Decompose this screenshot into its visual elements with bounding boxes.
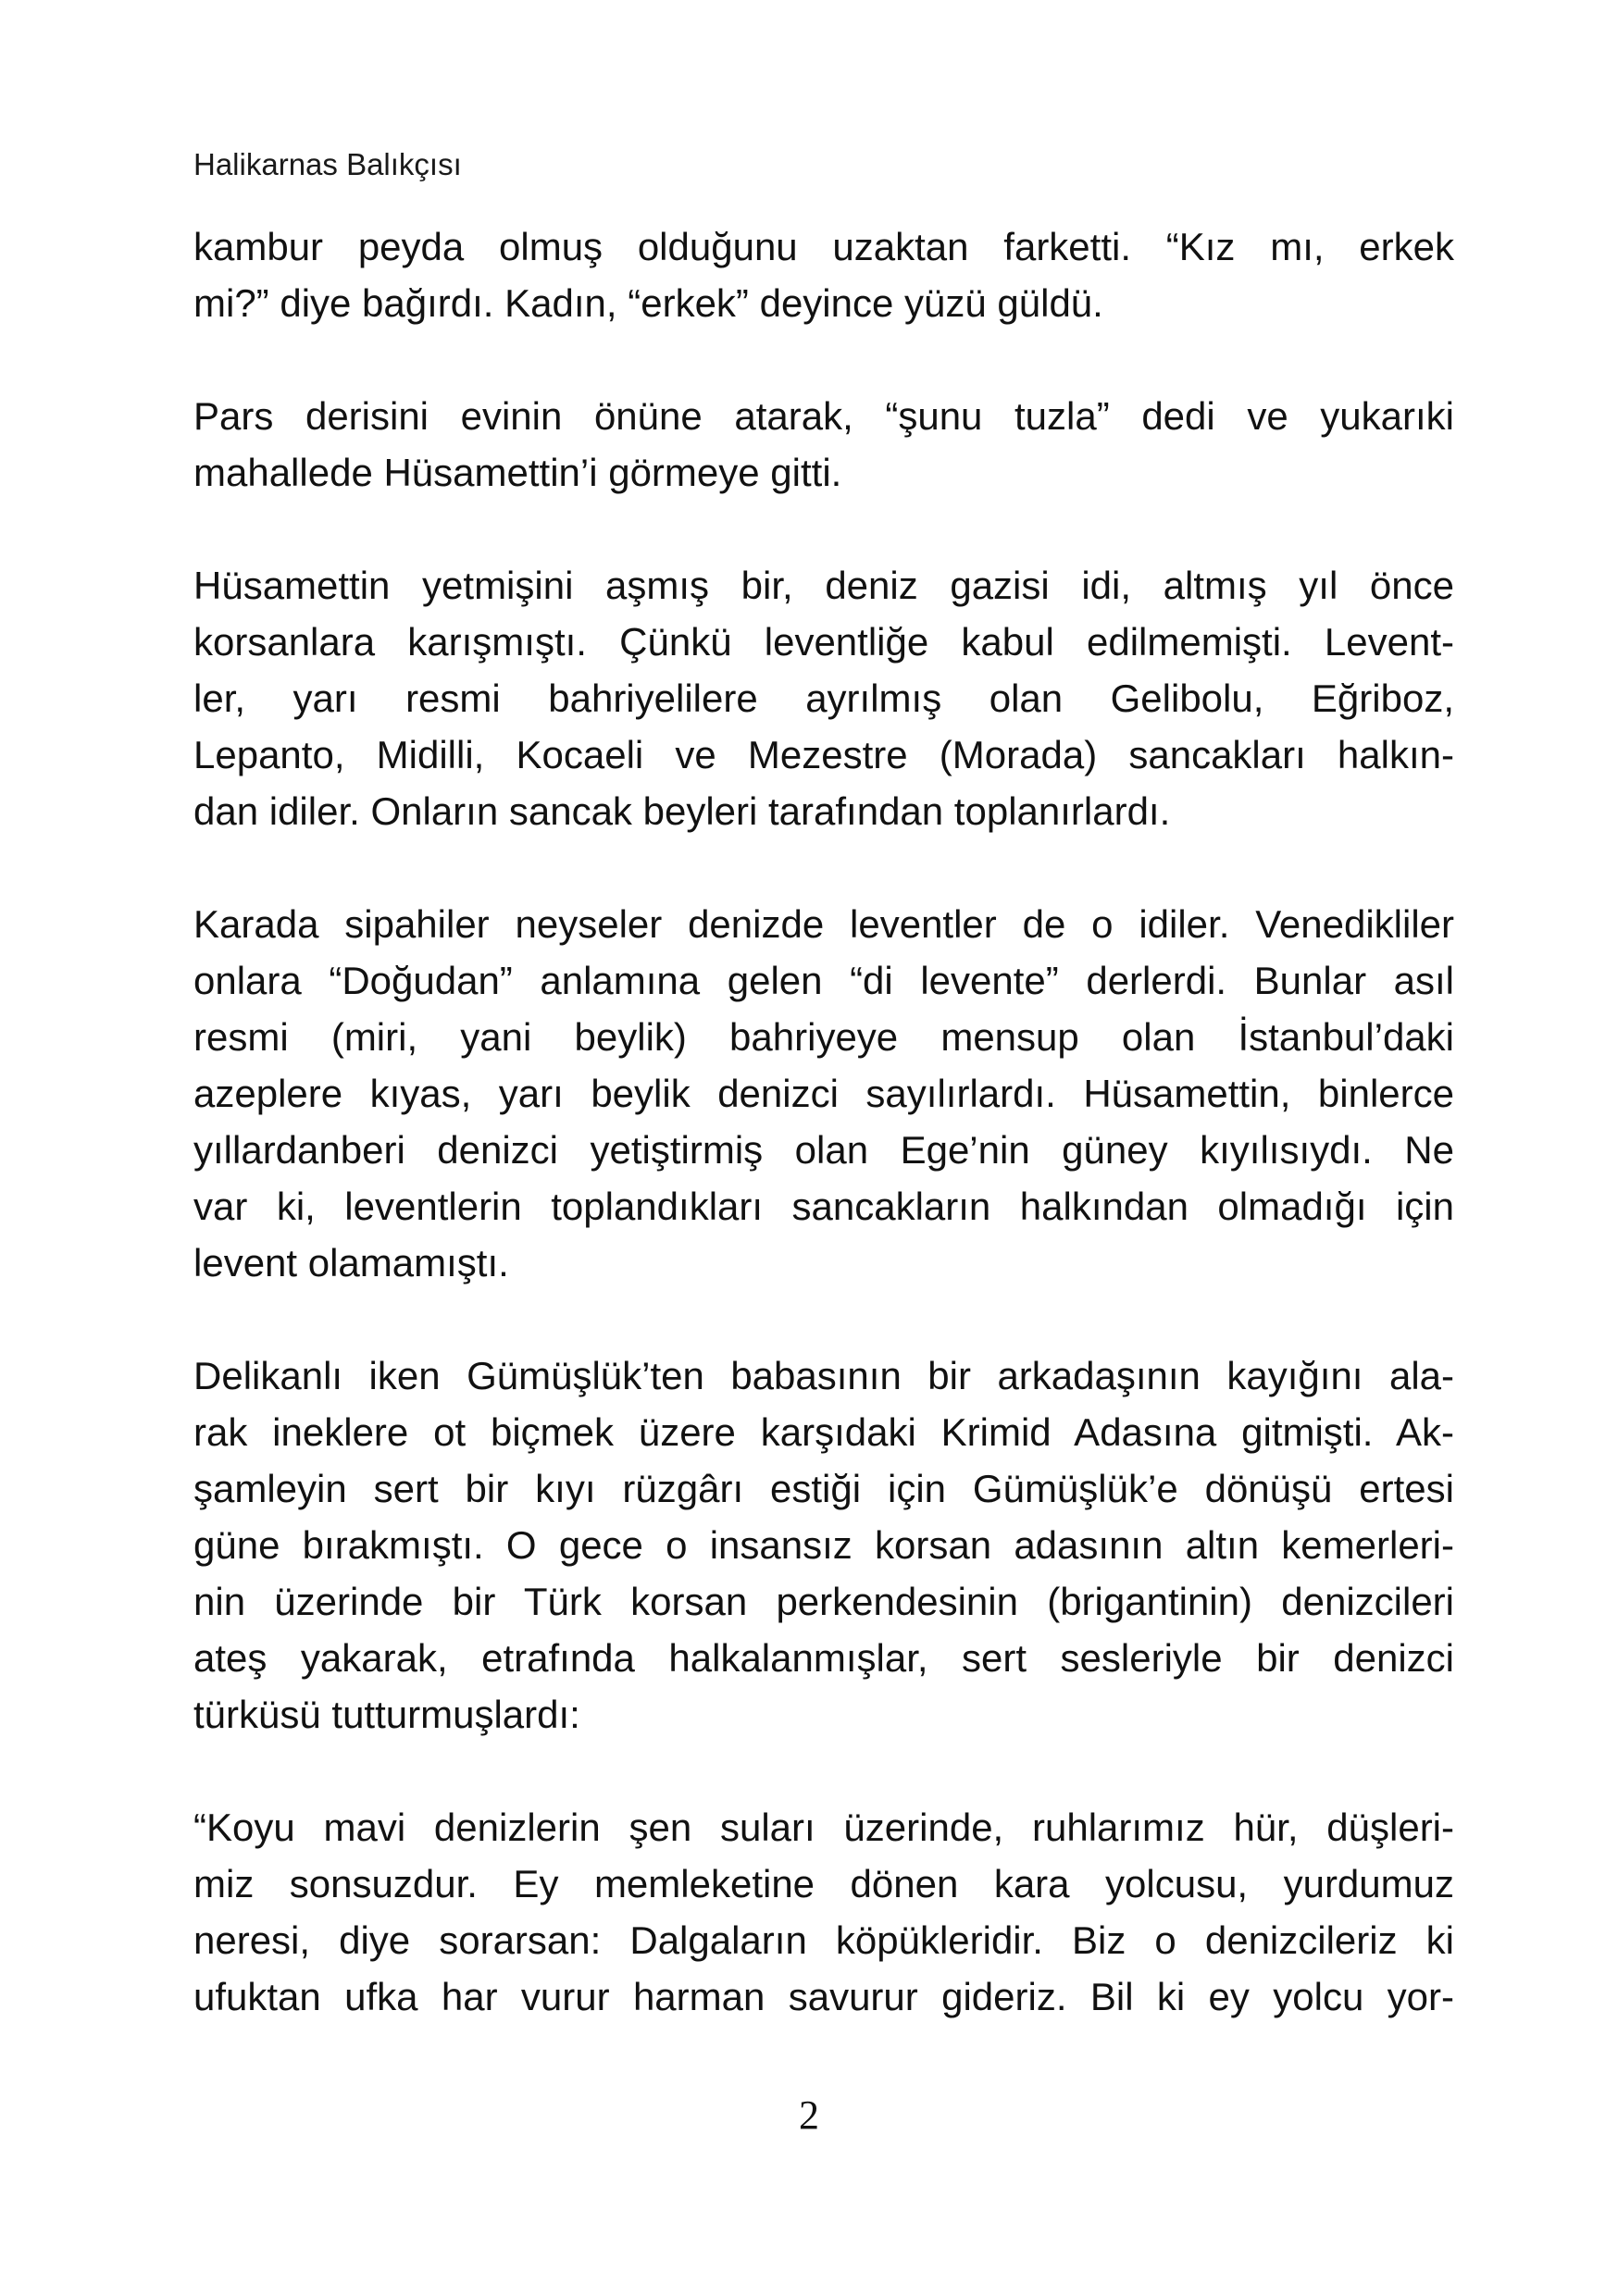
text-line: neresi, diye sorarsan: Dalgaların köpükleridir. Biz o denizcileriz ki	[193, 1918, 1454, 1962]
text-line: onlara “Doğudan” anlamına gelen “di levente” derlerdi. Bunlar asıl	[193, 959, 1454, 1002]
text-line: yıllardanberi denizci yetiştirmiş olan Ege’nin güney kıyılısıydı. Ne	[193, 1128, 1454, 1172]
paragraph-3	[193, 557, 1454, 839]
text-line: rak ineklere ot biçmek üzere karşıdaki Krimid Adasına gitmişti. Ak-	[193, 1410, 1454, 1454]
paragraph-gap	[193, 331, 1454, 388]
text-line: türküsü tutturmuşlardı:	[193, 1693, 580, 1736]
running-header: Halikarnas Balıkçısı	[193, 147, 462, 181]
text-line: mahallede Hüsamettin’i görmeye gitti.	[193, 451, 842, 494]
text-line: Pars derisini evinin önüne atarak, “şunu tuzla” dedi ve yukarıki	[193, 394, 1454, 438]
text-line: dan idiler. Onların sancak beyleri tarafından toplanırlardı.	[193, 789, 1171, 833]
paragraph-5	[193, 1347, 1454, 1743]
text-line: Delikanlı iken Gümüşlük’ten babasının bir arkadaşının kayığını ala-	[193, 1354, 1454, 1397]
text-line: şamleyin sert bir kıyı rüzgârı estiği için Gümüşlük’e dönüşü ertesi	[193, 1467, 1454, 1510]
text-line: güne bırakmıştı. O gece o insansız korsan adasının altın kemerleri-	[193, 1523, 1454, 1567]
text-line: Karada sipahiler neyseler denizde leventler de o idiler. Venedikliler	[193, 902, 1454, 946]
text-line: nin üzerinde bir Türk korsan perkendesinin (brigantinin) denizcileri	[193, 1580, 1454, 1623]
text-line: Hüsamettin yetmişini aşmış bir, deniz gazisi idi, altmış yıl önce	[193, 564, 1454, 607]
text-line: ufuktan ufka har vurur harman savurur gideriz. Bil ki ey yolcu yor-	[193, 1975, 1454, 2018]
text-line: var ki, leventlerin toplandıkları sancakların halkından olmadığı için	[193, 1185, 1454, 1228]
text-line: azeplere kıyas, yarı beylik denizci sayılırlardı. Hüsamettin, binlerce	[193, 1072, 1454, 1115]
page-number: 2	[799, 2092, 819, 2138]
text-line: ateş yakarak, etrafında halkalanmışlar, sert sesleriyle bir denizci	[193, 1636, 1454, 1680]
paragraph-gap	[193, 1743, 1454, 1799]
text-line: Lepanto, Midilli, Kocaeli ve Mezestre (Morada) sancakları halkın-	[193, 733, 1454, 776]
text-line: korsanlara karışmıştı. Çünkü leventliğe kabul edilmemişti. Levent-	[193, 620, 1454, 664]
paragraph-gap	[193, 839, 1454, 896]
body-text	[193, 218, 1454, 2025]
paragraph-gap	[193, 1291, 1454, 1347]
paragraph-2	[193, 388, 1454, 501]
text-line: levent olamamıştı.	[193, 1241, 509, 1285]
text-line: miz sonsuzdur. Ey memleketine dönen kara yolcusu, yurdumuz	[193, 1862, 1454, 1905]
paragraph-gap	[193, 501, 1454, 557]
text-line: “Koyu mavi denizlerin şen suları üzerinde, ruhlarımız hür, düşleri-	[193, 1806, 1454, 1849]
text-line: kambur peyda olmuş olduğunu uzaktan farketti. “Kız mı, erkek	[193, 225, 1454, 268]
paragraph-4	[193, 896, 1454, 1291]
text-line: ler, yarı resmi bahriyelilere ayrılmış olan Gelibolu, Eğriboz,	[193, 676, 1454, 720]
text-line: resmi (miri, yani beylik) bahriyeye mensup olan İstanbul’daki	[193, 1015, 1454, 1059]
paragraph-6	[193, 1799, 1454, 2025]
text-line: mi?” diye bağırdı. Kadın, “erkek” deyince yüzü güldü.	[193, 281, 1103, 325]
paragraph-1	[193, 218, 1454, 331]
